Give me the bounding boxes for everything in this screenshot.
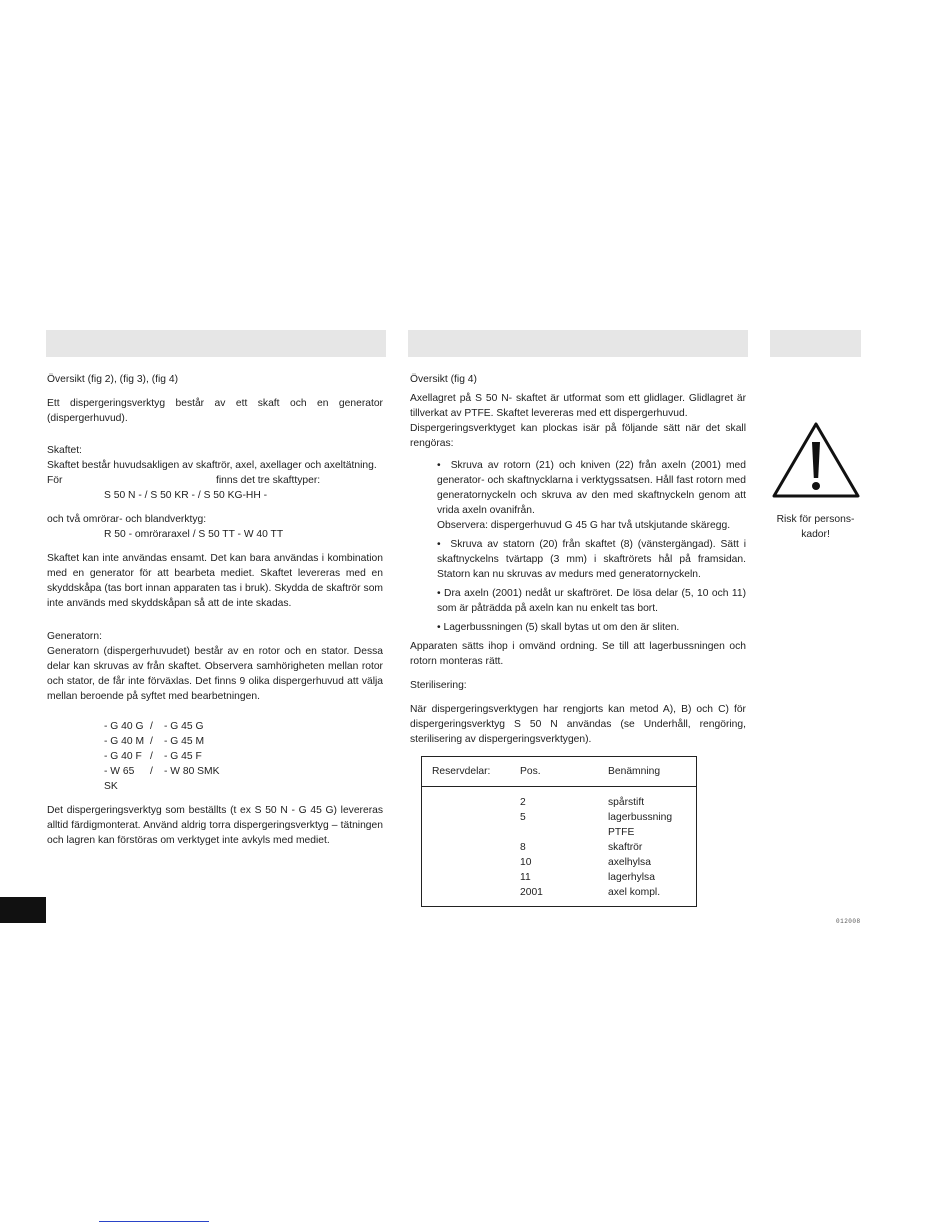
generator-a: - G 40 G: [104, 721, 144, 732]
for-word: För: [47, 475, 63, 486]
generator-b: - G 45 G: [164, 721, 204, 732]
generator-a: - G 40 M: [104, 736, 145, 747]
table-row: [422, 840, 697, 855]
part-name: spårstift: [608, 797, 645, 808]
table-row: [422, 855, 697, 870]
part-name: axel kompl.: [608, 887, 661, 898]
generator-row: [47, 764, 383, 794]
header-reservdelar: Reservdelar:: [422, 757, 521, 787]
bullet-dot: •: [437, 588, 445, 599]
warning-text-line1: Risk för persons-: [776, 514, 855, 525]
for-tail: finns det tre skafttyper:: [216, 475, 321, 486]
spare-parts-table: [421, 756, 697, 907]
middle-column-header-bar: [408, 330, 748, 357]
bullet-dot: •: [437, 622, 444, 633]
table-header-row: [422, 757, 697, 787]
bullet-item: [410, 458, 746, 533]
bullet-dot: •: [437, 460, 451, 471]
bullet-dot: •: [437, 539, 451, 550]
generator-list: [47, 719, 383, 794]
bullet-note: Observera: dispergerhuvud G 45 G har två utskjutande skäregg.: [437, 520, 731, 531]
header-benamning: Benämning: [608, 757, 697, 787]
generator-separator: /: [150, 721, 153, 732]
generator-heading: Generatorn:: [47, 631, 102, 642]
bullet-item: [410, 537, 746, 582]
middle-column: [410, 372, 746, 907]
part-name: lagerbussning PTFE: [608, 812, 673, 838]
shaft-types: S 50 N - / S 50 KR - / S 50 KG-HH -: [104, 490, 268, 501]
overview-label: Översikt (fig 2), (fig 3), (fig 4): [47, 374, 179, 385]
page-tab-marker: [0, 897, 46, 923]
bullet-item: [410, 620, 746, 635]
warning-triangle-icon: [771, 420, 861, 500]
bullet-item: [410, 586, 746, 616]
stirring-types: R 50 - omröraraxel / S 50 TT - W 40 TT: [104, 529, 284, 540]
sterilization-paragraph: När dispergeringsverktygen har rengjorts kan metod A), B) och C) för dispergeringsverktyg S 50 N användas (se Underhåll, rengöring, sterilisering av dispergeringsverktygen).: [410, 704, 746, 745]
generator-row: [47, 734, 383, 749]
part-name: axelhylsa: [608, 857, 651, 868]
intro-paragraph: Ett dispergeringsverktyg består av ett skaft och en generator (dispergerhuvud).: [47, 398, 383, 424]
generator-paragraph: Generatorn (dispergerhuvudet) består av en rotor och en stator. Dessa delar kan skruvas av från skaftet. Observera samhörigheten mellan rotor och stator, de får inte förväxlas. Det finns 9 olika dispergerhuvud att välja mellan beroende på syftet med bearbetningen.: [47, 646, 383, 702]
table-row: [422, 810, 697, 840]
bearing-paragraph: Axellagret på S 50 N- skaftet är utformat som ett glidlager. Glidlagret är tillverkat av PTFE. Skaftet levereras med ett dispergerhuvud.: [410, 393, 746, 419]
generator-b: - G 45 F: [164, 751, 202, 762]
generator-b: - W 80 SMK: [164, 766, 220, 777]
warning-block: [770, 420, 861, 542]
part-pos: 5: [520, 812, 526, 823]
generator-separator: /: [150, 766, 153, 777]
left-column-header-bar: [46, 330, 386, 357]
table-row: [422, 870, 697, 885]
ordered-tool-paragraph: Det dispergeringsverktyg som beställts (t ex S 50 N - G 45 G) levereras alltid färdigmonterat. Använd aldrig torra dispergeringsverktyg – tätningen och lagren kan förstöras om verktyget inte avkyls med mediet.: [47, 805, 383, 846]
part-name: skaftrör: [608, 842, 643, 853]
table-row: [422, 787, 697, 811]
shaft-usage-paragraph: Skaftet kan inte användas ensamt. Det kan bara användas i kombination med en generator för att bearbeta mediet. Skaftet levereras med en skyddskåpa (tas bort innan apparaten tas i bruk). Skydda de skaftrör som inte används med skyddskåpan så att de inte skadas.: [47, 553, 383, 609]
generator-separator: /: [150, 751, 153, 762]
bullet-text: • Skruva av rotorn (21) och kniven (22) från axeln (2001) med generator- och skaftnycklarna i verktygssatsen. Håll fast rotorn med generatornyckeln och skruva av den med skaftnyckeln genom att vrida axeln ovanifrån.: [437, 460, 747, 516]
part-pos: 2001: [520, 887, 543, 898]
generator-a: - W 65 SK: [104, 766, 135, 792]
bullet-text: • Lagerbussningen (5) skall bytas ut om den är sliten.: [437, 622, 680, 633]
warning-text-line2: kador!: [801, 529, 830, 540]
reassembly-paragraph: Apparaten sätts ihop i omvänd ordning. Se till att lagerbussningen och rotorn monteras rätt.: [410, 641, 746, 667]
generator-a: - G 40 F: [104, 751, 142, 762]
overview-label: Översikt (fig 4): [410, 374, 477, 385]
part-pos: 8: [520, 842, 526, 853]
shaft-text: Skaftet består huvudsakligen av skaftrör, axel, axellager och axeltätning.: [47, 460, 377, 471]
part-pos: 2: [520, 797, 526, 808]
bullet-text: • Skruva av statorn (20) från skaftet (8) (vänstergängad). Sätt i skaftnyckelns tvärtapp (3 mm) i skaftrörets hål på framsidan. Statorn kan nu skruvas av medurs med generatornyckeln.: [437, 539, 746, 580]
bullet-text: • Dra axeln (2001) nedåt ur skaftröret. De lösa delar (5, 10 och 11) som är påträdda på axeln kan nu enkelt tas bort.: [437, 588, 747, 614]
generator-row: [47, 719, 383, 734]
disassembly-paragraph: Dispergeringsverktyget kan plockas isär på följande sätt när det skall rengöras:: [410, 423, 746, 449]
part-pos: 11: [520, 872, 531, 883]
table-row: [422, 885, 697, 907]
generator-separator: /: [150, 736, 153, 747]
header-pos: Pos.: [520, 757, 608, 787]
stirring-heading: och två omrörar- och blandverktyg:: [47, 514, 207, 525]
sterilization-heading: Sterilisering:: [410, 680, 467, 691]
part-pos: 10: [520, 857, 532, 868]
right-column-header-bar: [770, 330, 861, 357]
part-name: lagerhylsa: [608, 872, 655, 883]
shaft-types-intro: [47, 473, 383, 488]
left-column: [47, 372, 383, 848]
figure-code: 012008: [836, 918, 861, 925]
shaft-heading: Skaftet:: [47, 445, 82, 456]
bottom-link-line: [99, 1221, 209, 1222]
generator-row: [47, 749, 383, 764]
generator-b: - G 45 M: [164, 736, 205, 747]
